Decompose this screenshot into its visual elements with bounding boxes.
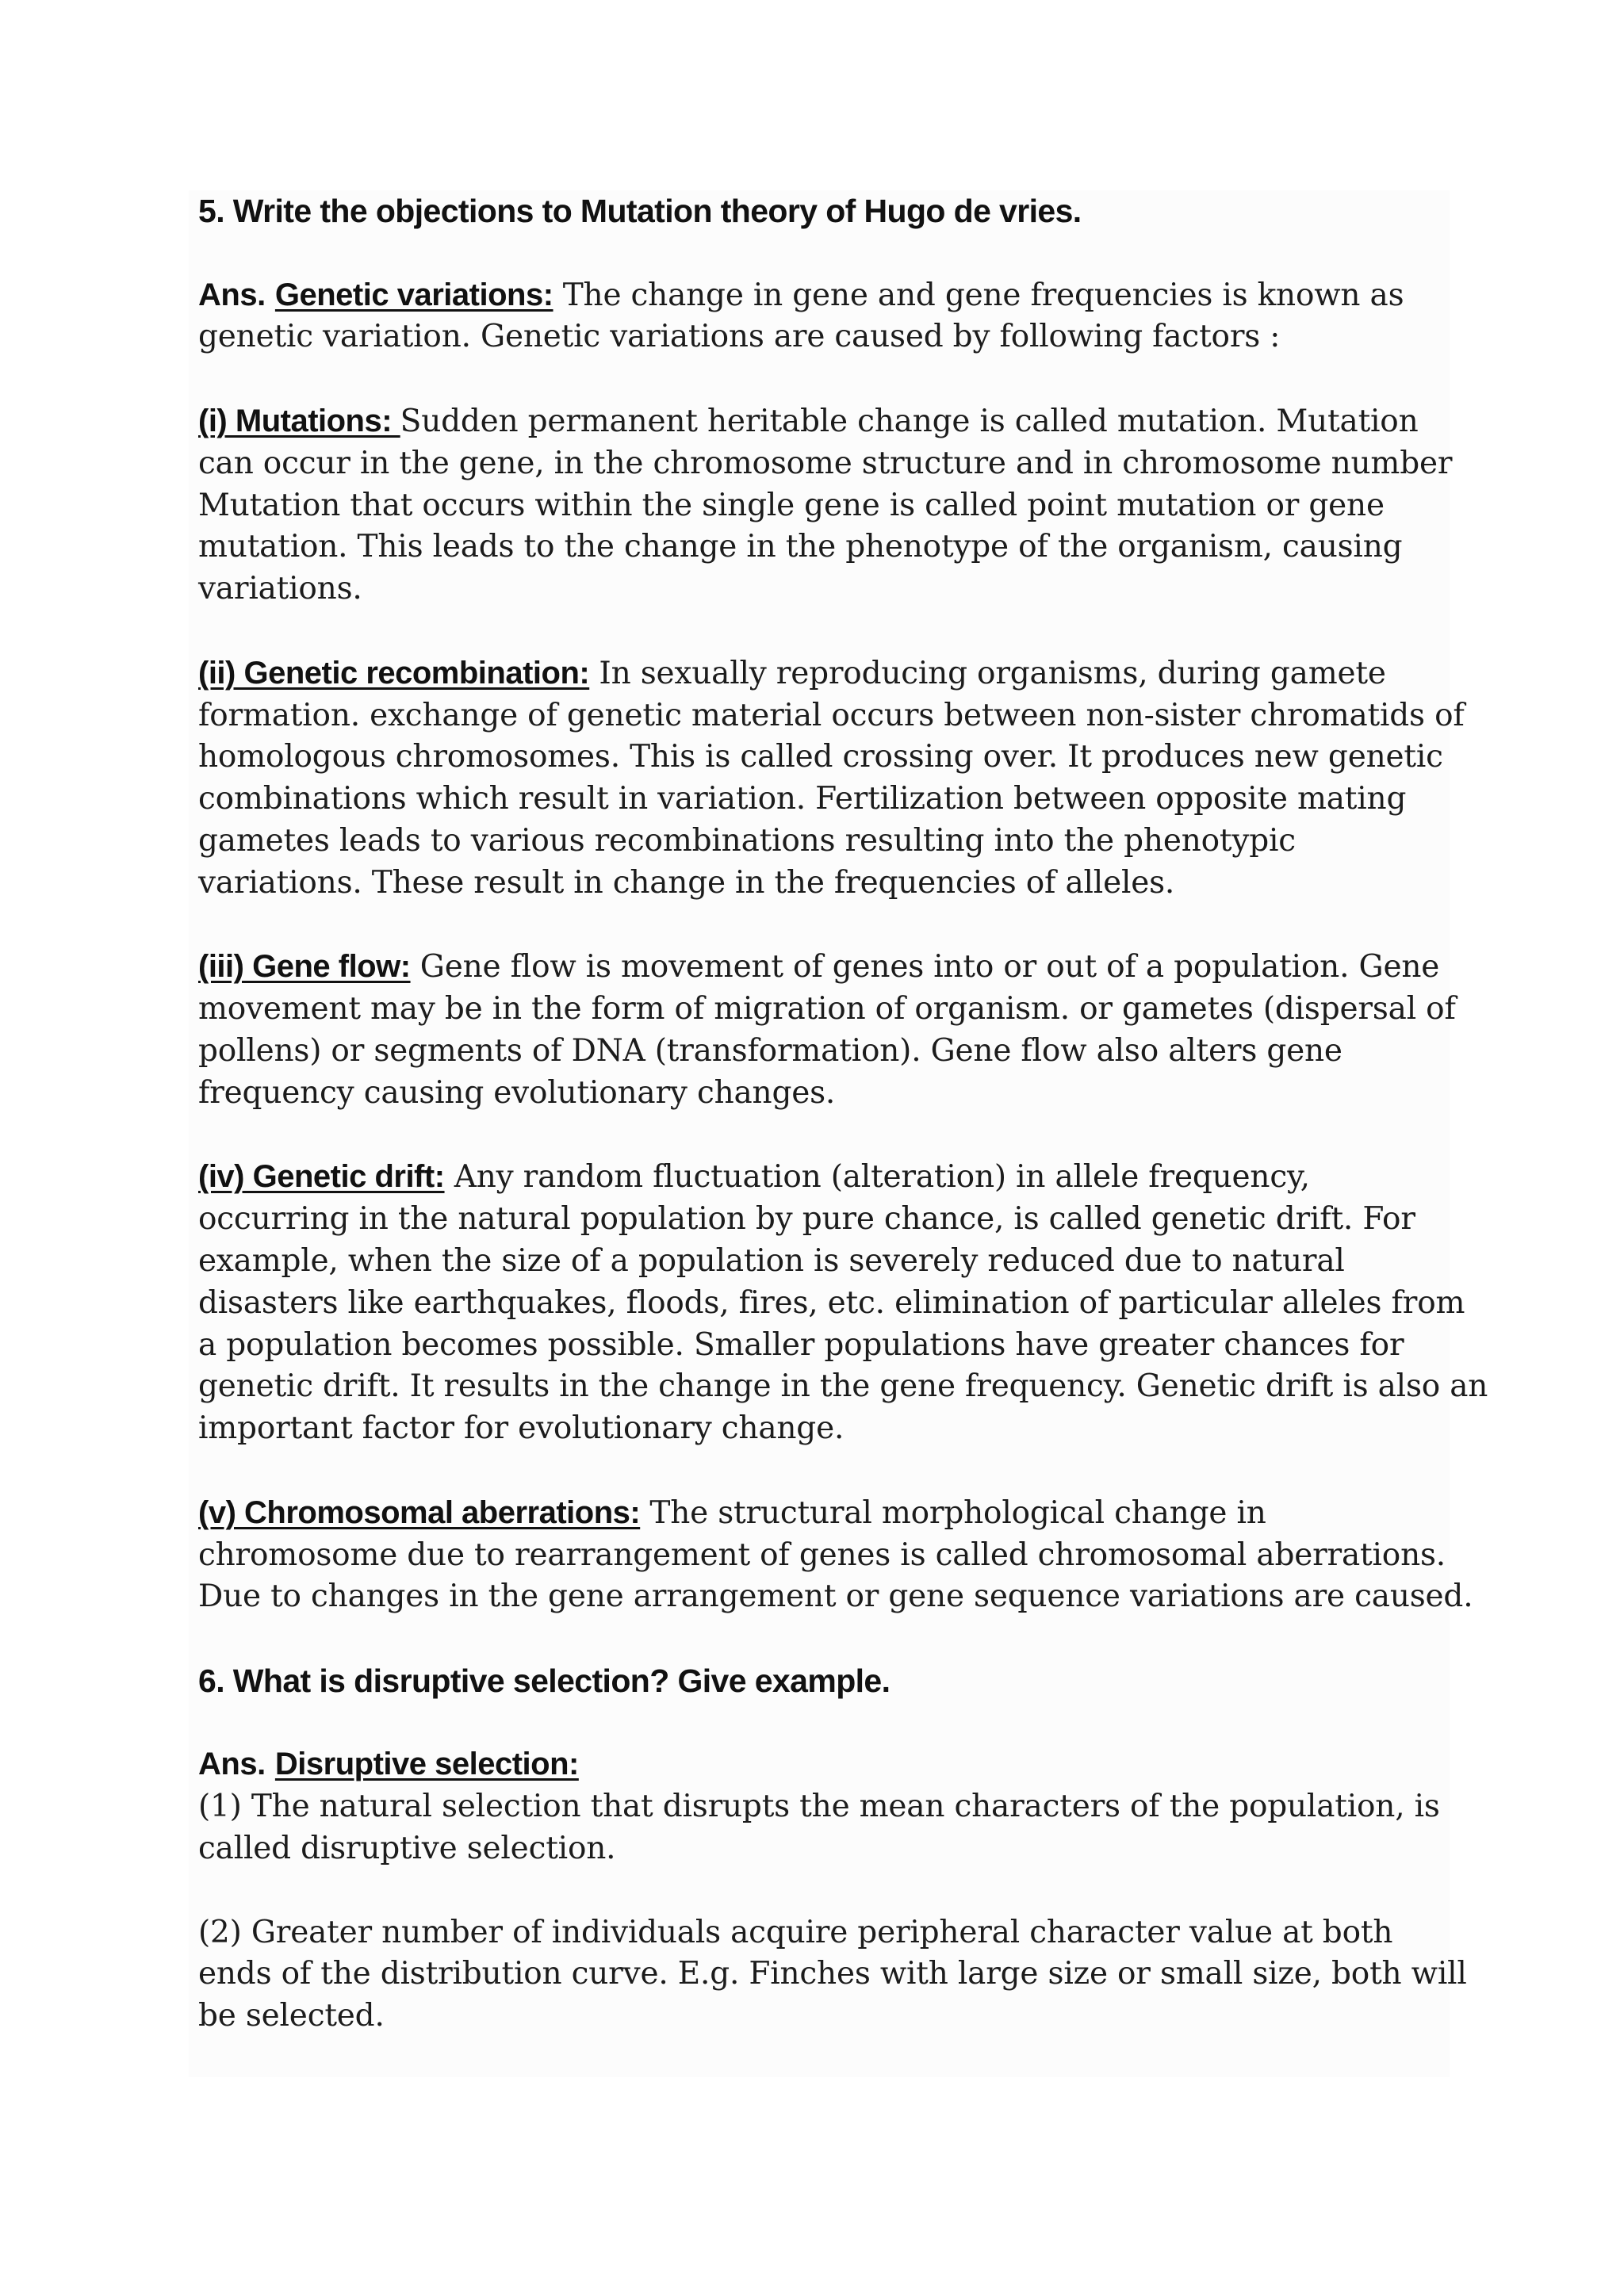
spacer	[198, 610, 1442, 652]
q5-answer-line-1	[198, 274, 1442, 317]
spacer	[198, 1115, 1442, 1157]
factor-line	[198, 400, 1442, 443]
factor-heading-mutations: (i) Mutations:	[198, 403, 400, 438]
spacer	[198, 1870, 1442, 1912]
factor-text: Sudden permanent heritable change is called mutation. Mutation	[400, 403, 1419, 439]
factor-line: a population becomes possible. Smaller populations have greater chances for	[198, 1326, 1404, 1363]
factor-line: occurring in the natural population by pure chance, is called genetic drift. For	[198, 1201, 1415, 1238]
factor-line: gametes leads to various recombinations resulting into the phenotypic	[198, 822, 1296, 859]
factor-genetic-recombination	[198, 652, 1465, 905]
factor-heading-genetic-drift: (iv) Genetic drift:	[198, 1159, 445, 1195]
factor-line: Mutation that occurs within the single gene is called point mutation or gene	[198, 487, 1385, 523]
factor-text: Gene flow is movement of genes into or out of a population. Gene	[410, 949, 1440, 985]
factor-line: Due to changes in the gene arrangement or gene sequence variations are caused.	[198, 1578, 1473, 1615]
factor-line: formation. exchange of genetic material occurs between non-sister chromatids of	[198, 697, 1465, 733]
page-content	[189, 190, 1488, 2077]
answer-label: Ans.	[198, 277, 266, 312]
point-2-line: be selected.	[198, 1998, 385, 2034]
factor-line	[198, 1156, 1442, 1199]
factor-line	[198, 652, 1442, 695]
factor-line: important factor for evolutionary change.	[198, 1410, 845, 1447]
factor-line: variations.	[198, 571, 362, 607]
factor-line: frequency causing evolutionary changes.	[198, 1074, 836, 1111]
factor-line: genetic drift. It results in the change in the gene frequency. Genetic drift is also an	[198, 1368, 1488, 1405]
point-2-line: ends of the distribution curve. E.g. Finches with large size or small size, both will	[198, 1956, 1467, 1992]
factor-text: In sexually reproducing organisms, during gamete	[589, 655, 1386, 691]
factor-text: Any random fluctuation (alteration) in allele frequency,	[444, 1159, 1310, 1196]
answer-label: Ans.	[198, 1747, 266, 1782]
factor-line: disasters like earthquakes, floods, fires, etc. elimination of particular alleles from	[198, 1284, 1465, 1321]
q6-answer	[198, 1743, 1442, 1869]
q6-point-2	[198, 1912, 1467, 2038]
question-6-heading: 6. What is disruptive selection? Give example.	[198, 1662, 891, 1699]
factor-line: combinations which result in variation. Fertilization between opposite mating	[198, 781, 1407, 817]
factor-mutations	[198, 400, 1453, 610]
spacer	[198, 1618, 1442, 1660]
factor-line: chromosome due to rearrangement of genes is called chromosomal aberrations.	[198, 1536, 1446, 1573]
factor-line: movement may be in the form of migration of organism. or gametes (dispersal of	[198, 991, 1456, 1027]
q5-answer-line-2: genetic variation. Genetic variations are caused by following factors :	[198, 319, 1281, 355]
factor-text: The structural morphological change in	[640, 1494, 1266, 1531]
question-5-heading: 5. Write the objections to Mutation theory of Hugo de vries.	[198, 193, 1082, 229]
factor-gene-flow	[198, 946, 1456, 1114]
genetic-variations-heading: Genetic variations:	[274, 277, 553, 312]
spacer	[198, 232, 1442, 274]
q6-answer-line	[198, 1743, 1442, 1786]
spacer	[198, 905, 1442, 947]
point-1-line: (1) The natural selection that disrupts the mean characters of the population, is	[198, 1789, 1440, 1825]
spacer	[198, 1702, 1442, 1744]
factor-line: homologous chromosomes. This is called crossing over. It produces new genetic	[198, 739, 1443, 775]
factor-heading-chromosomal-aberrations: (v) Chromosomal aberrations:	[198, 1494, 641, 1530]
factor-line: variations. These result in change in the frequencies of alleles.	[198, 864, 1175, 901]
q5-answer-text: The change in gene and gene frequencies is known as	[553, 277, 1404, 313]
point-1-line: called disruptive selection.	[198, 1831, 616, 1867]
factor-chromosomal-aberrations	[198, 1492, 1473, 1618]
factor-genetic-drift	[198, 1156, 1488, 1450]
factor-heading-genetic-recombination: (ii) Genetic recombination:	[198, 655, 590, 691]
factor-line: mutation. This leads to the change in the phenotype of the organism, causing	[198, 529, 1403, 565]
factor-line	[198, 1492, 1442, 1535]
factor-heading-gene-flow: (iii) Gene flow:	[198, 949, 411, 985]
point-2-line: (2) Greater number of individuals acquire peripheral character value at both	[198, 1914, 1393, 1950]
factor-line	[198, 946, 1442, 989]
factor-line: example, when the size of a population is severely reduced due to natural	[198, 1242, 1345, 1279]
spacer	[198, 1450, 1442, 1492]
disruptive-selection-heading: Disruptive selection:	[274, 1747, 579, 1782]
factor-line: can occur in the gene, in the chromosome structure and in chromosome number	[198, 445, 1453, 481]
spacer	[198, 358, 1442, 400]
q5-answer-intro	[198, 274, 1442, 359]
factor-line: pollens) or segments of DNA (transformation). Gene flow also alters gene	[198, 1032, 1342, 1069]
